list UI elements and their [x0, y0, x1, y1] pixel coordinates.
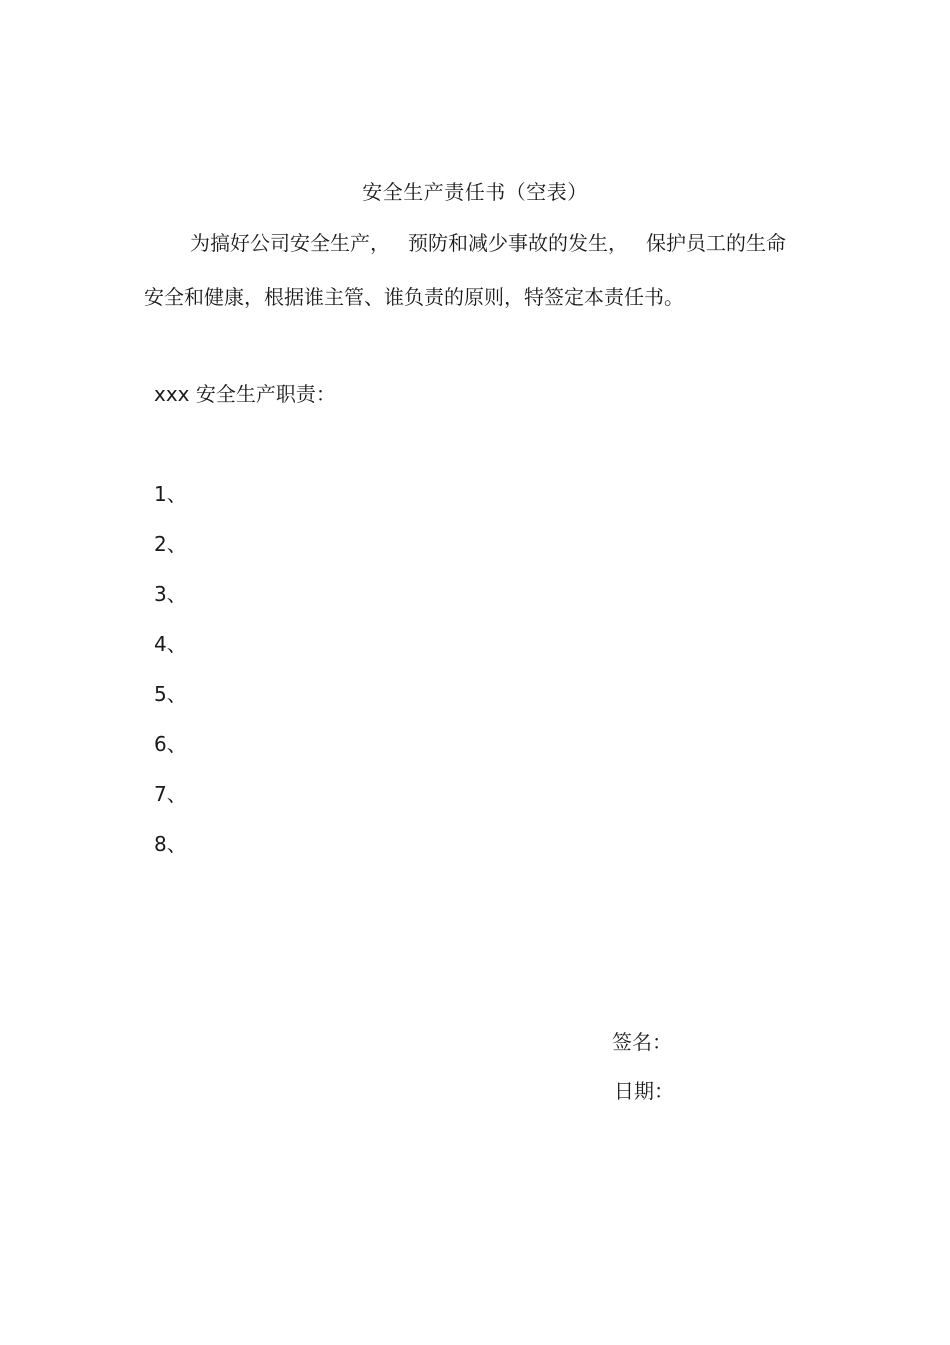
- intro-paragraph-line-2: 安全和健康，根据谁主管、谁负责的原则，特签定本责任书。: [144, 285, 684, 309]
- intro-paragraph-line-1: [190, 229, 810, 257]
- intro-text-part-2: 预防和减少事故的发生，: [408, 231, 628, 255]
- duty-item: 2、: [154, 532, 187, 556]
- duty-item: 8、: [154, 832, 187, 856]
- signature-label: 签名：: [612, 1030, 672, 1054]
- intro-text-part-1: 为搞好公司安全生产，: [190, 231, 390, 255]
- duty-item: 4、: [154, 632, 187, 656]
- document-title: 安全生产责任书（空表）: [362, 180, 588, 204]
- duty-item: 3、: [154, 582, 187, 606]
- duties-list: [154, 480, 187, 880]
- duty-item: 5、: [154, 682, 187, 706]
- intro-text-part-3: 保护员工的生命: [646, 231, 786, 255]
- duty-item: 1、: [154, 482, 187, 506]
- duty-item: 6、: [154, 732, 187, 756]
- duty-item: 7、: [154, 782, 187, 806]
- duties-heading: xxx 安全生产职责：: [154, 382, 336, 406]
- date-label: 日期：: [614, 1079, 674, 1103]
